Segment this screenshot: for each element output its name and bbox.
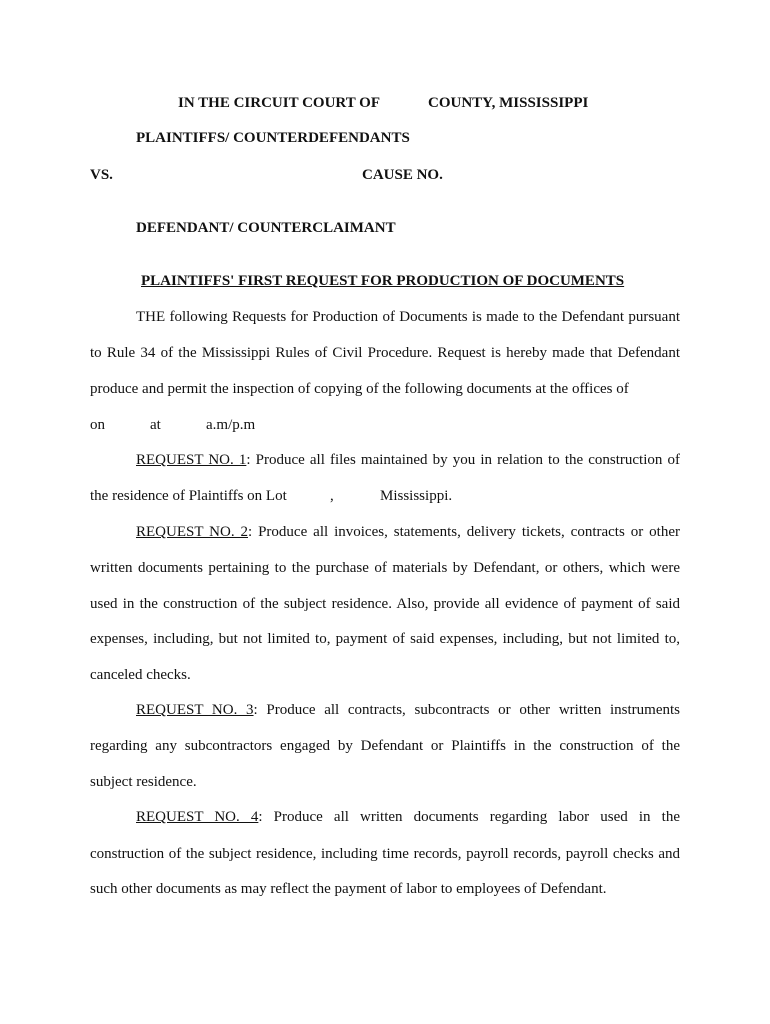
intro-on-label: on [90,417,105,433]
request-3-line-3: subject residence. [90,774,197,790]
request-2-line-5: canceled checks. [90,667,191,683]
request-2-label: REQUEST NO. 2 [136,524,248,540]
intro-line-1: THE following Requests for Production of Documents is made to the Defendant pursuant [136,309,680,325]
request-1-first-line [136,451,680,469]
request-2-line-2: written documents pertaining to the purchase of materials by Defendant, or others, which were [90,560,680,576]
request-1-text: : Produce all files maintained by you in relation to the construction of [246,452,680,468]
request-1-line-2a: the residence of Plaintiffs on Lot [90,488,287,504]
request-3-label: REQUEST NO. 3 [136,702,254,718]
request-2-line-3: used in the construction of the subject residence. Also, provide all evidence of payment of said [90,596,680,612]
court-heading: IN THE CIRCUIT COURT OF [178,95,381,111]
request-4-line-3: such other documents as may reflect the payment of labor to employees of Defendant. [90,881,607,897]
intro-at-label: at [150,417,161,433]
cause-number-label: CAUSE NO. [362,167,443,183]
request-4-line-2: construction of the subject residence, including time records, payroll records, payroll checks and [90,846,680,862]
request-3-line-2: regarding any subcontractors engaged by Defendant or Plaintiffs in the construction of the [90,738,680,754]
intro-time-label: a.m/p.m [206,417,256,433]
intro-line-2: to Rule 34 of the Mississippi Rules of Civil Procedure. Request is hereby made that Defendant [90,345,680,361]
county-heading: COUNTY, MISSISSIPPI [428,95,589,111]
request-2-text: : Produce all invoices, statements, delivery tickets, contracts or other [248,524,680,540]
versus-label: VS. [90,167,113,183]
plaintiffs-label: PLAINTIFFS/ COUNTERDEFENDANTS [136,130,410,146]
request-1-line-2c: Mississippi. [380,488,453,504]
document-title: PLAINTIFFS' FIRST REQUEST FOR PRODUCTION OF DOCUMENTS [141,273,625,289]
request-2-first-line [136,523,680,541]
request-4-text: : Produce all written documents regarding labor used in the [258,809,680,825]
request-2-line-4: expenses, including, but not limited to, payment of said expenses, including, but not limited to, [90,631,680,647]
request-4-first-line [136,808,680,826]
request-1-label: REQUEST NO. 1 [136,452,247,468]
request-1-line-2b: , [330,488,334,504]
defendant-label: DEFENDANT/ COUNTERCLAIMANT [136,220,396,236]
request-3-text: : Produce all contracts, subcontracts or other written instruments [253,702,681,718]
request-3-first-line [136,701,680,719]
request-4-label: REQUEST NO. 4 [136,809,259,825]
intro-line-3: produce and permit the inspection of copying of the following documents at the offices of [90,381,629,397]
